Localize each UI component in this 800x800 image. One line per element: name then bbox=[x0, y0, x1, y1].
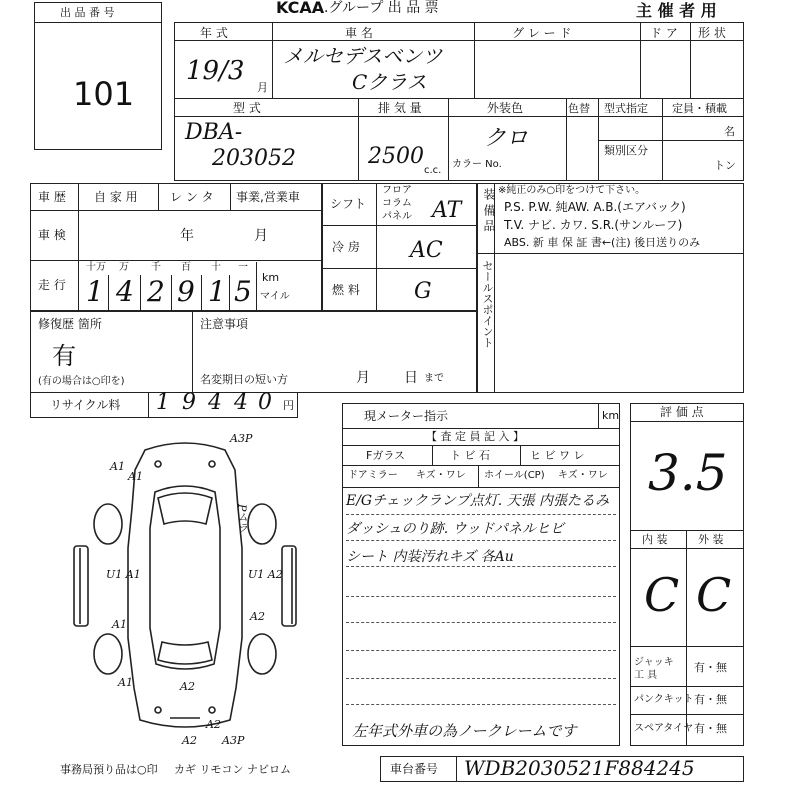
svg-text:U1 A1: U1 A1 bbox=[106, 568, 141, 581]
glass-opt-1[interactable]: ト ビ 石 bbox=[450, 449, 490, 462]
ac-label: 冷 房 bbox=[332, 240, 360, 254]
recycle-unit: 円 bbox=[283, 399, 294, 412]
fuel-label: 燃 料 bbox=[332, 283, 360, 297]
equip-line-3: ABS. 新 車 保 証 書←(注) 後日送りのみ bbox=[504, 236, 701, 249]
wheel-opts[interactable]: キズ・ワレ bbox=[558, 470, 608, 481]
capacity-label: 定員・積載 bbox=[672, 102, 727, 115]
glass-label: Fガラス bbox=[366, 449, 405, 462]
svg-text:U1 A2: U1 A2 bbox=[248, 568, 283, 581]
svg-text:A2: A2 bbox=[180, 680, 195, 693]
equip-box bbox=[477, 183, 744, 393]
jack-value[interactable]: 有・無 bbox=[694, 661, 727, 674]
month-unit: 月 bbox=[257, 81, 268, 94]
jack-label: ジャッキ 工 具 bbox=[634, 657, 674, 681]
make-label: 車 名 bbox=[345, 26, 373, 40]
car-diagram bbox=[70, 428, 300, 748]
svg-text:A1: A1 bbox=[110, 460, 125, 473]
capacity-unit-tons: トン bbox=[714, 159, 736, 172]
equip-side-label: 装 備 品 bbox=[482, 188, 496, 232]
inspect-footer-note: 左年式外車の為ノークレームです bbox=[352, 722, 577, 740]
doors-label: ド ア bbox=[650, 26, 678, 40]
shaken-year: 年 bbox=[180, 228, 194, 244]
meter-label: 現メーター指示 bbox=[364, 409, 449, 423]
model-value: Cクラス bbox=[352, 70, 427, 94]
footer-items: カギ リモコン ナビロム bbox=[174, 763, 291, 776]
equip-line-1: P.S. P.W. 純AW. A.B.(エアバック) bbox=[504, 200, 686, 214]
svg-text:A2: A2 bbox=[206, 718, 221, 731]
svg-text:A2: A2 bbox=[182, 734, 197, 747]
svg-text:A3P: A3P bbox=[222, 734, 245, 747]
spare-label: スペアタイヤ bbox=[634, 723, 694, 734]
score-label: 評 価 点 bbox=[660, 405, 704, 419]
interior-label: 内 装 bbox=[642, 533, 668, 546]
equip-line-2: T.V. ナビ. カワ. S.R.(サンルーフ) bbox=[504, 218, 683, 232]
history-private[interactable]: 自 家 用 bbox=[94, 190, 138, 204]
shaken-label: 車 検 bbox=[38, 228, 66, 242]
caution-label: 注意事項 bbox=[200, 317, 249, 331]
inspect-note-3: シート 内装汚れキズ 各Au bbox=[346, 549, 514, 565]
expiry-label: 名変期日の短い方 bbox=[200, 373, 288, 386]
repair-value: 有 bbox=[52, 342, 76, 370]
lot-number: 101 bbox=[73, 75, 135, 113]
spare-value[interactable]: 有・無 bbox=[694, 722, 727, 735]
shift-value: AT bbox=[432, 198, 462, 223]
puncture-value[interactable]: 有・無 bbox=[694, 693, 727, 706]
year-label: 年 式 bbox=[200, 26, 228, 40]
chassis-label: 車台番号 bbox=[390, 762, 439, 776]
color-no-label: カラー No. bbox=[452, 159, 502, 170]
repair-label: 修復歴 箇所 bbox=[38, 317, 102, 331]
shift-panel[interactable]: パネル bbox=[382, 211, 412, 222]
footer-office: 事務局預り品は○印 bbox=[60, 763, 158, 776]
sales-point-label: セールスポイント bbox=[481, 260, 494, 348]
meter-unit: km bbox=[602, 409, 620, 422]
mileage-label: 走 行 bbox=[38, 278, 66, 292]
equip-note: ※純正のみ○印をつけて下さい。 bbox=[498, 185, 646, 196]
puncture-label: パンクキット bbox=[634, 694, 694, 705]
mirror-label: ドアミラー bbox=[348, 470, 398, 481]
wheel-label: ホイール(CP) bbox=[484, 470, 545, 481]
svg-text:Pムラ: Pムラ bbox=[235, 504, 249, 534]
org-logo: KCAA bbox=[276, 0, 325, 17]
disp-value: 2500 bbox=[368, 144, 424, 169]
fuel-value: G bbox=[414, 279, 432, 304]
svg-text:A1: A1 bbox=[112, 618, 127, 631]
mirror-opts[interactable]: キズ・ワレ bbox=[416, 470, 466, 481]
svg-text:A2: A2 bbox=[250, 610, 265, 623]
glass-opt-2[interactable]: ヒ ビ ワ レ bbox=[530, 449, 585, 462]
capacity-unit-persons: 名 bbox=[724, 125, 735, 138]
form-title: .グループ 出 品 票 bbox=[324, 0, 439, 16]
lot-label: 出 品 番 号 bbox=[60, 6, 115, 19]
colorchg-label: 色替 bbox=[568, 102, 590, 115]
class-label: 類別区分 bbox=[604, 144, 648, 157]
organizer-label: 主 催 者 用 bbox=[636, 1, 717, 20]
repair-note: (有の場合は○印を) bbox=[38, 376, 125, 387]
inspector-header: 【 査 定 員 記 入 】 bbox=[426, 430, 524, 443]
color-value: クロ bbox=[484, 126, 529, 151]
exterior-label: 外 装 bbox=[698, 533, 724, 546]
expiry-until: まで bbox=[424, 373, 444, 384]
body-label: 形 状 bbox=[698, 26, 726, 40]
type-value-1: DBA- bbox=[185, 120, 243, 145]
inspect-note-1: E/Gチェックランプ点灯. 天張 内張たるみ bbox=[346, 493, 610, 509]
type-label: 型 式 bbox=[233, 101, 261, 115]
svg-text:A1: A1 bbox=[128, 470, 143, 483]
exterior-value: C bbox=[696, 568, 732, 622]
chassis-value: WDB2030521F884245 bbox=[464, 756, 695, 780]
color-label: 外装色 bbox=[487, 101, 524, 115]
year-value: 19/3 bbox=[186, 56, 245, 86]
type-value-2: 203052 bbox=[212, 146, 296, 171]
mile-label: マイル bbox=[260, 291, 290, 302]
grade-label: グ レ ー ド bbox=[512, 26, 572, 40]
make-value: メルセデスベンツ bbox=[283, 44, 443, 68]
km-label: km bbox=[262, 271, 280, 284]
shift-floor[interactable]: フロア bbox=[382, 185, 412, 196]
svg-text:A3P: A3P bbox=[230, 432, 253, 445]
disp-label: 排 気 量 bbox=[378, 101, 422, 115]
history-rental[interactable]: レ ン タ bbox=[170, 190, 214, 204]
inspect-note-2: ダッシュのり跡. ウッドパネルヒビ bbox=[346, 521, 565, 537]
expiry-month: 月 bbox=[356, 370, 370, 386]
history-label: 車 歴 bbox=[38, 190, 66, 204]
spec-label: 型式指定 bbox=[604, 102, 648, 115]
history-business[interactable]: 事業,営業車 bbox=[236, 190, 300, 204]
shift-label: シフト bbox=[330, 197, 367, 211]
shaken-month: 月 bbox=[254, 228, 268, 244]
expiry-day: 日 bbox=[404, 370, 418, 386]
ac-value: AC bbox=[410, 238, 443, 263]
svg-text:A1: A1 bbox=[118, 676, 133, 689]
recycle-label: リサイクル料 bbox=[50, 398, 121, 412]
disp-unit: c.c. bbox=[424, 165, 442, 176]
score-value: 3.5 bbox=[648, 444, 728, 502]
interior-value: C bbox=[644, 568, 680, 622]
shift-column[interactable]: コラム bbox=[382, 198, 412, 209]
